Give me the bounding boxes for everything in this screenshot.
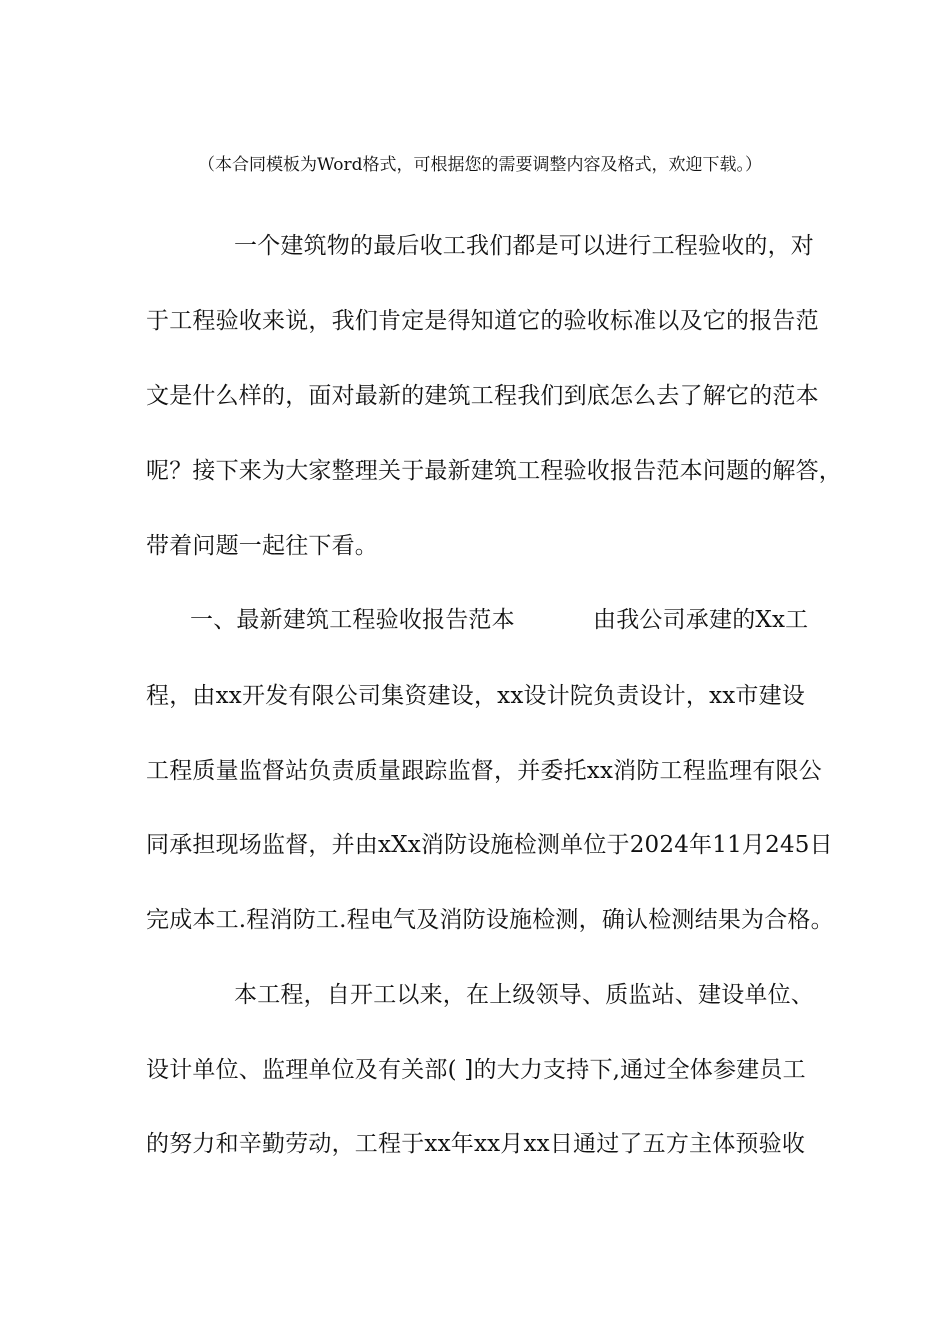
paragraph-3-line-1: 本工程，自开工以来，在上级领导、质监站、建设单位、 <box>234 982 814 1008</box>
paragraph-3-line-2: 设计单位、监理单位及有关部( ]的大力支持下,通过全体参建员工 <box>146 1057 806 1083</box>
paragraph-1-line-3: 文是什么样的，面对最新的建筑工程我们到底怎么去了解它的范本 <box>146 383 819 409</box>
section-heading: 一、最新建筑工程验收报告范本 <box>190 607 515 633</box>
template-note: （本合同模板为Word格式，可根据您的需要调整内容及格式，欢迎下载。） <box>197 155 763 175</box>
paragraph-1-line-4: 呢？接下来为大家整理关于最新建筑工程验收报告范本问题的解答， <box>146 458 842 484</box>
paragraph-2-line-3: 工程质量监督站负责质量跟踪监督，并委托xx消防工程监理有限公 <box>146 758 822 784</box>
paragraph-1-line-1: 一个建筑物的最后收工我们都是可以进行工程验收的，对 <box>234 233 814 259</box>
paragraph-2-line-4: 同承担现场监督，并由xXx消防设施检测单位于2024年11月245日 <box>146 832 833 858</box>
paragraph-3-line-3: 的努力和辛勤劳动，工程于xx年xx月xx日通过了五方主体预验收 <box>146 1131 806 1157</box>
paragraph-2-line-2: 程，由xx开发有限公司集资建设，xx设计院负责设计，xx市建设 <box>146 683 806 709</box>
paragraph-2-line-1: 由我公司承建的Xx工 <box>593 607 809 633</box>
paragraph-2-line-5: 完成本工.程消防工.程电气及消防设施检测，确认检测结果为合格。 <box>146 907 834 933</box>
paragraph-1-line-2: 于工程验收来说，我们肯定是得知道它的验收标准以及它的报告范 <box>146 308 819 334</box>
paragraph-1-line-5: 带着问题一起往下看。 <box>146 533 378 559</box>
